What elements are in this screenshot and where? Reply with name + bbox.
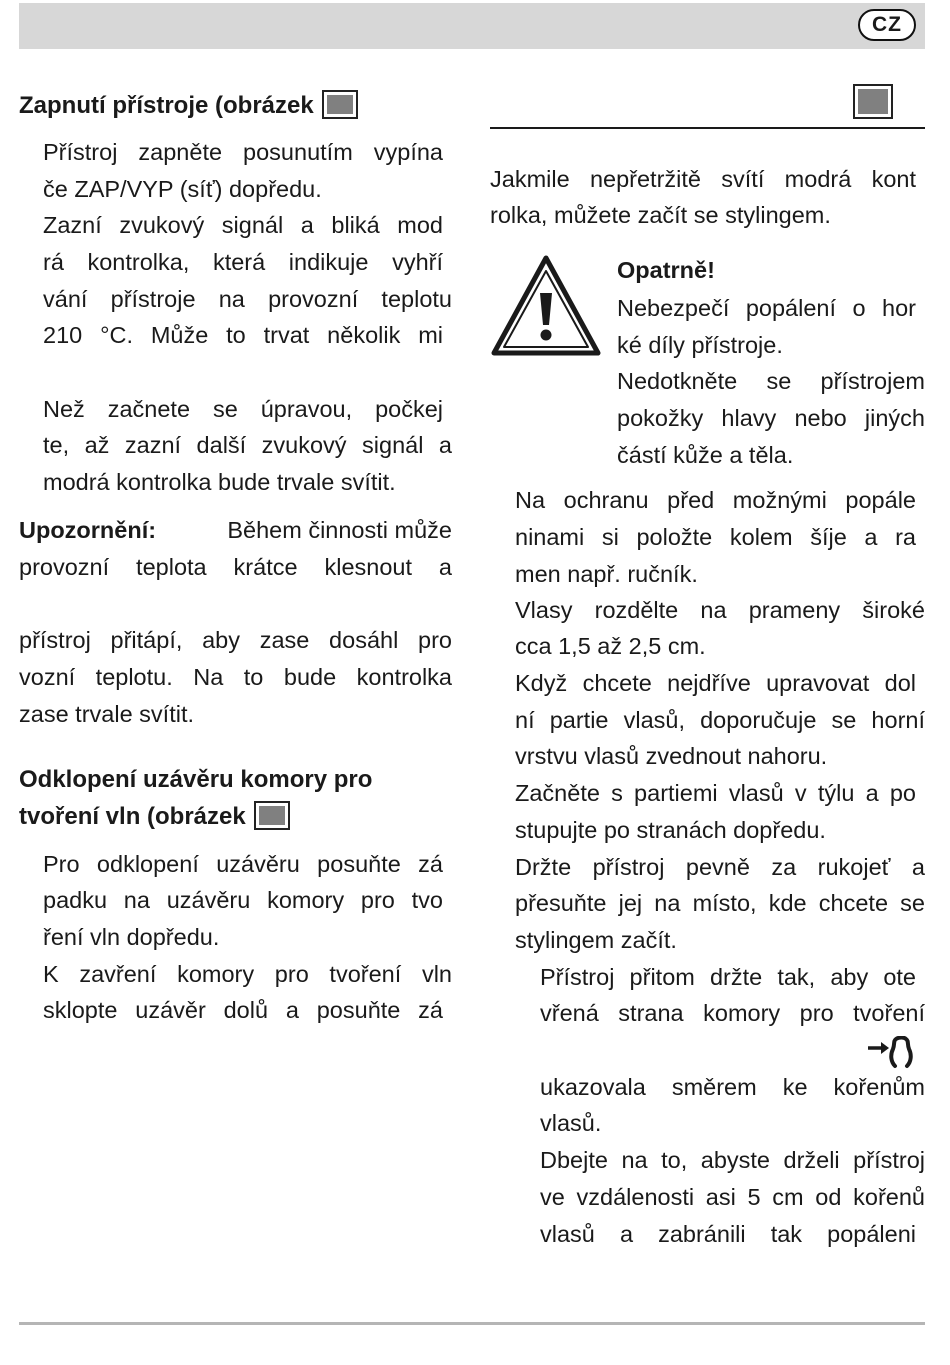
paragraph-line: te, až zazní další zvukový signál a <box>43 432 452 458</box>
paragraph-line: men např. ručník. <box>515 561 698 587</box>
paragraph-line: ve vzdálenosti asi 5 cm od kořenů <box>540 1184 925 1210</box>
note-label: Upozornění: <box>19 517 157 543</box>
warning-triangle-icon <box>490 255 602 362</box>
paragraph-line: Nedotkněte se přístrojem <box>617 368 925 394</box>
paragraph-line: ní partie vlasů, doporučuje se horní <box>515 707 925 733</box>
footer-rule <box>19 1322 925 1325</box>
paragraph-line: Držte přístroj pevně za rukojeť a <box>515 854 925 880</box>
paragraph-line: stupujte po stranách dopředu. <box>515 817 826 843</box>
paragraph-line: Dbejte na to, abyste drželi přístroj <box>540 1147 925 1173</box>
paragraph-line: Přístroj zapněte posunutím vypína <box>43 139 443 165</box>
note-text: Během činnosti může <box>227 517 452 543</box>
paragraph-line: 210 °C. Může to trvat několik mi <box>43 322 443 348</box>
paragraph-line: vozní teplotu. Na to bude kontrolka <box>19 664 452 690</box>
figure-ref-box-icon <box>322 90 358 119</box>
paragraph-line: vlasů a zabránili tak popáleni <box>540 1221 916 1247</box>
paragraph-line: Když chcete nejdříve upravovat dol <box>515 670 916 696</box>
paragraph-line: padku na uzávěru komory pro tvo <box>43 887 443 913</box>
figure-ref-box-icon <box>853 84 893 119</box>
paragraph-line: částí kůže a těla. <box>617 442 794 468</box>
paragraph-line: vlasů. <box>540 1110 602 1136</box>
paragraph-line: přesuňte jej na místo, kde chcete se <box>515 890 925 916</box>
paragraph-line: Nebezpečí popálení o hor <box>617 295 916 321</box>
language-badge: CZ <box>858 9 916 41</box>
paragraph-line: sklopte uzávěr dolů a posuňte zá <box>43 997 443 1023</box>
section-heading-wave-chamber-line2 <box>19 798 290 835</box>
paragraph-line: provozní teplota krátce klesnout a <box>19 554 452 580</box>
note-first-line <box>19 512 452 549</box>
paragraph-line: če ZAP/VYP (síť) dopředu. <box>43 176 322 202</box>
paragraph-line: přístroj přitápí, aby zase dosáhl pro <box>19 627 452 653</box>
paragraph-line: Než začnete se úpravou, počkej <box>43 396 443 422</box>
paragraph-line: ké díly přístroje. <box>617 332 783 358</box>
paragraph-line: modrá kontrolka bude trvale svítit. <box>43 469 396 495</box>
paragraph-line: vrstvu vlasů zvednout nahoru. <box>515 743 828 769</box>
paragraph-line: rá kontrolka, která indikuje vyhří <box>43 249 443 275</box>
paragraph-line: cca 1,5 až 2,5 cm. <box>515 633 706 659</box>
section-rule <box>490 127 925 129</box>
paragraph-line: K zavření komory pro tvoření vln <box>43 961 452 987</box>
heading-text: Zapnutí přístroje (obrázek <box>19 92 314 119</box>
header-bar <box>19 3 925 49</box>
paragraph-line: vání přístroje na provozní teplotu <box>43 286 452 312</box>
paragraph-line: ninami si položte kolem šíje a ra <box>515 524 916 550</box>
paragraph-line: ření vln dopředu. <box>43 924 220 950</box>
paragraph-line: ukazovala směrem ke kořenům <box>540 1074 925 1100</box>
paragraph-line: Začněte s partiemi vlasů v týlu a po <box>515 780 916 806</box>
section-heading-power-on <box>19 87 358 124</box>
paragraph-line: vřená strana komory pro tvoření <box>540 1000 925 1026</box>
paragraph-line: Zazní zvukový signál a bliká mod <box>43 212 443 238</box>
paragraph-line: Na ochranu před možnými popále <box>515 487 916 513</box>
paragraph-line: Pro odklopení uzávěru posuňte zá <box>43 851 443 877</box>
paragraph-line: stylingem začít. <box>515 927 677 953</box>
paragraph-line: Vlasy rozdělte na prameny široké <box>515 597 925 623</box>
paragraph-line: Přístroj přitom držte tak, aby ote <box>540 964 916 990</box>
section-heading-wave-chamber: Odklopení uzávěru komory pro <box>19 766 373 793</box>
paragraph-line: Jakmile nepřetržitě svítí modrá kont <box>490 166 916 192</box>
paragraph-line: zase trvale svítit. <box>19 701 194 727</box>
paragraph-line: pokožky hlavy nebo jiných <box>617 405 925 431</box>
figure-ref-box-icon <box>254 801 290 830</box>
heading-text: tvoření vln (obrázek <box>19 803 246 830</box>
paragraph-line: rolka, můžete začít se stylingem. <box>490 202 831 228</box>
warning-title: Opatrně! <box>617 257 715 283</box>
